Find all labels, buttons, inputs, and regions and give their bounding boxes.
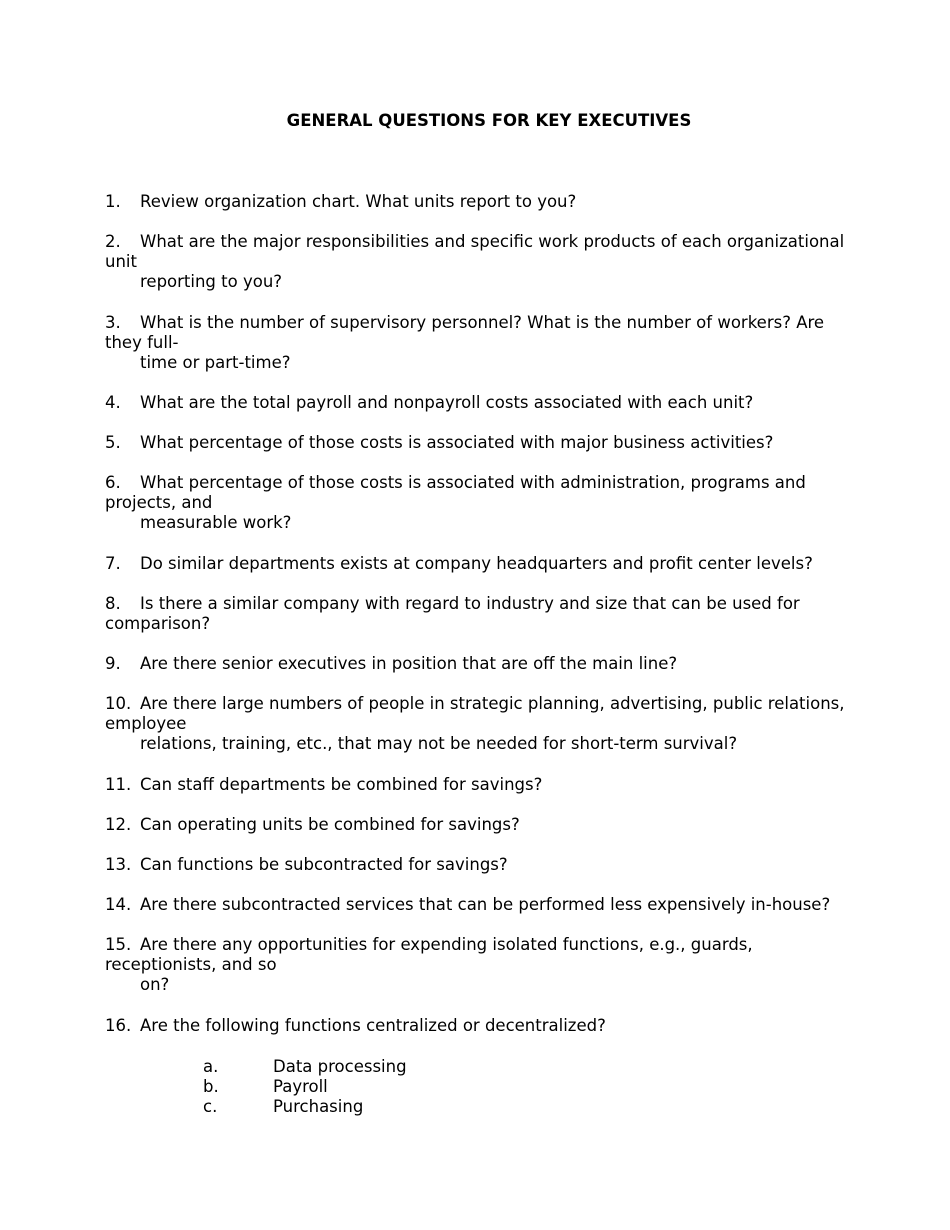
question-item	[105, 895, 895, 915]
question-number: 2.	[105, 232, 121, 251]
question-item	[105, 192, 895, 212]
question-number: 13.	[105, 855, 132, 874]
question-number: 1.	[105, 192, 121, 211]
sub-list-item	[203, 1077, 407, 1097]
question-text: Can operating units be combined for savings?	[140, 815, 520, 834]
question-item	[105, 232, 895, 292]
question-text-wrap: projects, and	[105, 493, 213, 512]
sub-list-item	[203, 1057, 407, 1077]
question-number: 14.	[105, 895, 132, 914]
question-item	[105, 554, 895, 574]
sub-item-text: Payroll	[273, 1077, 328, 1096]
question-text: What percentage of those costs is associated with administration, programs and	[140, 473, 806, 492]
question-text: Review organization chart. What units report to you?	[140, 192, 577, 211]
sub-item-text: Purchasing	[273, 1097, 364, 1116]
question-text-continued: on?	[140, 975, 170, 994]
question-text-continued: time or part-time?	[140, 353, 291, 372]
question-number: 12.	[105, 815, 132, 834]
question-item	[105, 775, 895, 795]
question-text: Can functions be subcontracted for savings?	[140, 855, 508, 874]
question-number: 9.	[105, 654, 121, 673]
question-item	[105, 433, 895, 453]
question-item	[105, 473, 895, 533]
question-number: 15.	[105, 935, 132, 954]
question-item	[105, 1016, 895, 1036]
question-text: Are there large numbers of people in strategic planning, advertising, public relations,	[140, 694, 845, 713]
question-text-wrap: employee	[105, 714, 187, 733]
question-number: 8.	[105, 594, 121, 613]
sub-list-item	[203, 1097, 407, 1117]
question-number: 11.	[105, 775, 132, 794]
sub-item-letter: a.	[203, 1057, 219, 1076]
page-title: GENERAL QUESTIONS FOR KEY EXECUTIVES	[286, 111, 692, 130]
question-text: What percentage of those costs is associated with major business activities?	[140, 433, 774, 452]
question-text: What are the total payroll and nonpayroll costs associated with each unit?	[140, 393, 754, 412]
question-text: Are there senior executives in position that are off the main line?	[140, 654, 678, 673]
question-text: Is there a similar company with regard to industry and size that can be used for	[140, 594, 800, 613]
question-text: What are the major responsibilities and specific work products of each organizational	[140, 232, 845, 251]
question-number: 3.	[105, 313, 121, 332]
question-text: Are there any opportunities for expending isolated functions, e.g., guards,	[140, 935, 753, 954]
question-text-wrap: they full-	[105, 333, 179, 352]
question-number: 6.	[105, 473, 121, 492]
question-item	[105, 594, 895, 634]
question-number: 7.	[105, 554, 121, 573]
question-item	[105, 313, 895, 373]
question-text-continued: measurable work?	[140, 513, 292, 532]
question-number: 16.	[105, 1016, 132, 1035]
question-text: Do similar departments exists at company headquarters and profit center levels?	[140, 554, 813, 573]
sub-list	[203, 1057, 407, 1117]
question-number: 10.	[105, 694, 132, 713]
sub-item-text: Data processing	[273, 1057, 407, 1076]
question-text-wrap: receptionists, and so	[105, 955, 277, 974]
question-number: 5.	[105, 433, 121, 452]
sub-item-letter: b.	[203, 1077, 219, 1096]
question-text-wrap: comparison?	[105, 614, 211, 633]
question-number: 4.	[105, 393, 121, 412]
question-text: Can staff departments be combined for savings?	[140, 775, 543, 794]
sub-item-letter: c.	[203, 1097, 218, 1116]
question-text-continued: reporting to you?	[140, 272, 283, 291]
question-text: Are the following functions centralized or decentralized?	[140, 1016, 606, 1035]
question-item	[105, 855, 895, 875]
question-text-wrap: unit	[105, 252, 137, 271]
question-text-continued: relations, training, etc., that may not be needed for short-term survival?	[140, 734, 738, 753]
question-item	[105, 815, 895, 835]
question-text: Are there subcontracted services that can be performed less expensively in-house?	[140, 895, 831, 914]
question-item	[105, 935, 895, 995]
question-item	[105, 654, 895, 674]
question-text: What is the number of supervisory personnel? What is the number of workers? Are	[140, 313, 825, 332]
question-item	[105, 694, 895, 754]
question-item	[105, 393, 895, 413]
